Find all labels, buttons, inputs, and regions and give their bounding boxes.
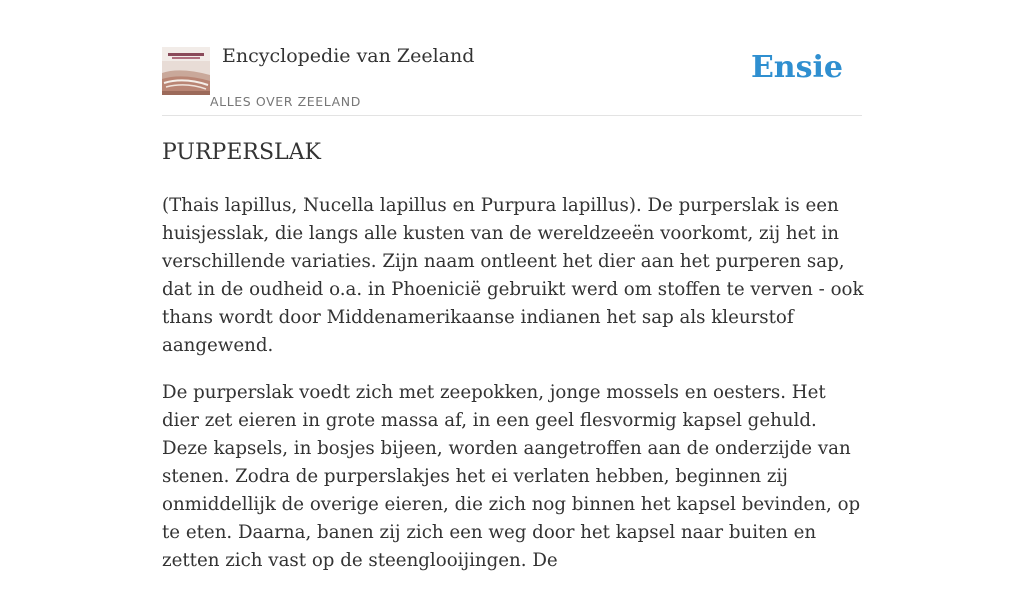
article-title: PURPERSLAK [162,140,321,165]
source-title-link[interactable]: Encyclopedie van Zeeland [222,45,475,67]
ensie-logo[interactable]: Ensie [750,50,843,85]
source-avatar-icon[interactable] [162,47,210,95]
article-paragraph: De purperslak voedt zich met zeepokken, jonge mossels en oesters. Het dier zet eieren in grote massa af, in een geel flesvormig kapsel gehuld. Deze kapsels, in bosjes bijeen, worden aangetroffen aan de onderzijde van stenen. Zodra de purperslakjes het ei verlaten hebben, beginnen zij onmiddellijk de overige eieren, die zich nog binnen het kapsel bevinden, op te eten. Daarna, banen zij zich een weg door het kapsel naar buiten en zetten zich vast op de steenglooijingen. De [162,382,861,571]
article-body [162,192,864,594]
header [162,0,862,116]
encyclopedia-cover-image [162,47,210,95]
source-subtitle: ALLES OVER ZEELAND [210,94,361,109]
article-paragraph: (Thais lapillus, Nucella lapillus en Purpura lapillus). De purperslak is een huisjesslak, die langs alle kusten van de wereldzeeën voorkomt, zij het in verschillende variaties. Zijn naam ontleent het dier aan het purperen sap, dat in de oudheid o.a. in Phoenicië gebruikt werd om stoffen te verven - ook thans wordt door Middenamerikaanse indianen het sap als kleurstof aangewend. [162,195,864,356]
